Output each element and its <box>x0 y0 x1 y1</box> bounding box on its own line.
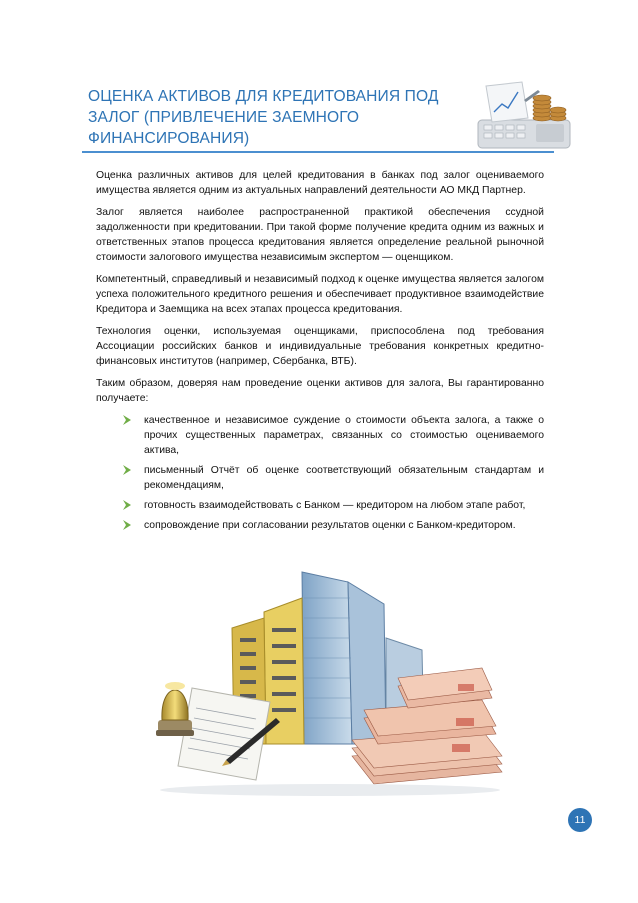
list-item-text: письменный Отчёт об оценке соответствующий обязательным стандартам и рекомендациям, <box>144 465 544 491</box>
list-item <box>119 518 544 533</box>
list-item <box>119 413 544 458</box>
list-item-text: сопровождение при согласовании результатов оценки с Банком-кредитором. <box>144 520 516 531</box>
page-title: ОЦЕНКА АКТИВОВ ДЛЯ КРЕДИТОВАНИЯ ПОД ЗАЛОГ (ПРИВЛЕЧЕНИЕ ЗАЕМНОГО ФИНАНСИРОВАНИЯ) <box>88 88 439 147</box>
paragraph: Компетентный, справедливый и независимый подход к оценке имущества является залогом успеха положительного кредитного решения и обеспечивает продуктивное взаимодействие Кредитора и Заемщика на всех этапах процесса кредитования. <box>96 274 544 315</box>
arrow-bullet-icon <box>122 500 132 510</box>
arrow-bullet-icon <box>122 465 132 475</box>
paragraph: Залог является наиболее распространенной практикой обеспечения ссудной задолженности при кредитовании. При такой форме получение кредита одним из важных и ответственных этапов процесса кредитования является определение реальной рыночной стоимости залогового имущества независимым экспертом — оценщиком. <box>96 207 544 263</box>
paragraph: Таким образом, доверяя нам проведение оценки активов для залога, Вы гарантированно получаете: <box>96 378 544 404</box>
page-number: 11 <box>568 808 592 832</box>
paragraph: Технология оценки, используемая оценщиками, приспособлена под требования Ассоциации российских банков и индивидуальные требования конкретных кредитно-финансовых институтов (например, Сбербанка, ВТБ). <box>96 326 544 367</box>
benefits-list <box>96 413 544 533</box>
list-item-text: качественное и независимое суждение о стоимости объекта залога, а также о прочих существенных параметрах, связанных со стоимостью оцениваемого актива, <box>144 415 544 456</box>
finance-calculator-coins-icon <box>476 80 572 152</box>
arrow-bullet-icon <box>122 520 132 530</box>
list-item-text: готовность взаимодействовать с Банком — кредитором на любом этапе работ, <box>144 500 526 511</box>
list-item <box>119 498 544 513</box>
paragraph: Оценка различных активов для целей кредитования в банках под залог оцениваемого имущества является одним из актуальных направлений деятельности АО МКД Партнер. <box>96 170 544 196</box>
list-item <box>119 463 544 493</box>
arrow-bullet-icon <box>122 415 132 425</box>
body-text <box>96 168 544 538</box>
buildings-money-stamp-icon <box>152 568 508 798</box>
